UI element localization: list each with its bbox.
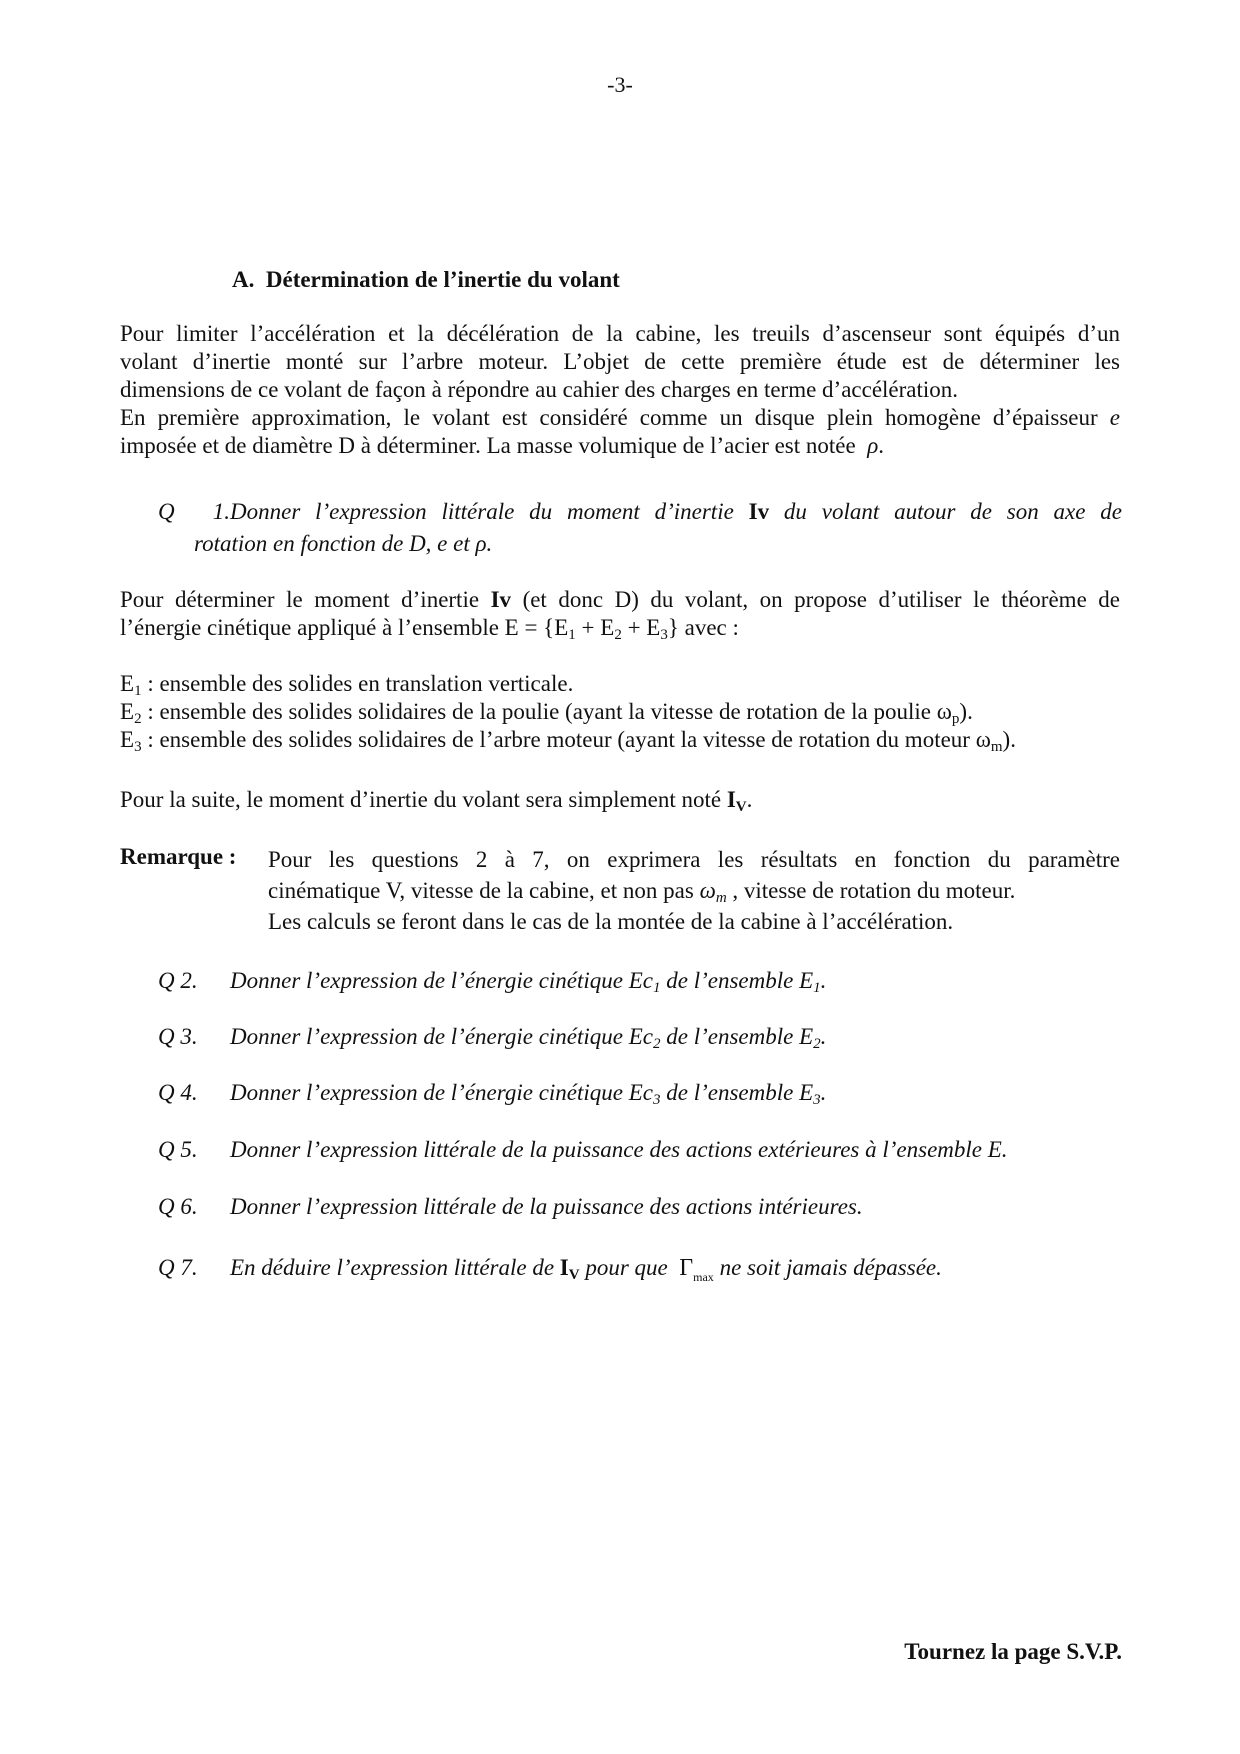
intro-line-4 xyxy=(120,404,1120,432)
density-symbol: ρ xyxy=(867,433,879,458)
remark-line-2 xyxy=(268,875,1120,906)
theorem-iv: Iv xyxy=(490,587,512,612)
page-number: -3- xyxy=(607,72,633,97)
section-letter: A. xyxy=(232,267,255,292)
q2-mid: de l’ensemble E xyxy=(660,968,814,993)
q2-end: . xyxy=(820,968,827,993)
theorem-end: } avec : xyxy=(667,615,739,640)
intro-line-3: dimensions de ce volant de façon à répondre au cahier des charges en terme d’accélération. xyxy=(120,377,959,402)
q5-text: Donner l’expression littérale de la puissance des actions extérieures à l’ensemble E. xyxy=(230,1137,1008,1162)
note-iv-sub: V xyxy=(735,799,747,815)
remark-body xyxy=(268,844,1120,937)
question-3 xyxy=(158,1021,1122,1053)
theorem-sub-1: 1 xyxy=(568,627,576,643)
q7-iv: I xyxy=(559,1255,569,1280)
q3-sub-1: 2 xyxy=(653,1036,661,1052)
set-e2 xyxy=(120,698,1120,726)
intro-line-2: volant d’inertie monté sur l’arbre moteur. L’objet de cette première étude est de déterminer les xyxy=(120,349,1120,374)
q4-sub-2: 3 xyxy=(813,1092,821,1108)
q3-sub-2: 2 xyxy=(813,1036,821,1052)
q1-number: Q 1. xyxy=(158,499,230,524)
omega-symbol: ω xyxy=(699,878,716,903)
q4-mid: de l’ensemble E xyxy=(660,1080,814,1105)
q4-end: . xyxy=(820,1080,827,1105)
q3-text: Donner l’expression de l’énergie cinétique Ec xyxy=(230,1024,654,1049)
set-e3-sub: 3 xyxy=(134,739,142,755)
theorem-line-2 xyxy=(120,614,1120,642)
q7-text: En déduire l’expression littérale de xyxy=(230,1255,560,1280)
remark-line-1: Pour les questions 2 à 7, on exprimera les résultats en fonction du paramètre xyxy=(268,847,1120,872)
q4-number: Q 4. xyxy=(158,1080,198,1105)
question-4 xyxy=(158,1077,1122,1109)
q6-number: Q 6. xyxy=(158,1194,198,1219)
q7-end: ne soit jamais dépassée. xyxy=(713,1255,942,1280)
theorem-text-1: Pour déterminer le moment d’inertie xyxy=(120,587,480,612)
note-iv-i: I xyxy=(726,787,736,812)
theorem-sub-2: 2 xyxy=(614,627,622,643)
set-e2-end: ). xyxy=(959,699,973,724)
q5-number: Q 5. xyxy=(158,1137,198,1162)
q7-iv-sub: V xyxy=(568,1267,580,1283)
set-e3-label: E xyxy=(120,727,135,752)
q2-number: Q 2. xyxy=(158,968,198,993)
question-5 xyxy=(158,1134,1122,1166)
theorem-plus-1: + E xyxy=(575,615,615,640)
question-7 xyxy=(158,1252,1122,1293)
q1-line-1 xyxy=(158,496,1122,528)
section-title-text: Détermination de l’inertie du volant xyxy=(265,267,620,292)
q7-mid: pour que xyxy=(579,1255,674,1280)
note-iv-text: Pour la suite, le moment d’inertie du volant sera simplement noté xyxy=(120,787,727,812)
set-e1 xyxy=(120,670,1120,698)
set-e1-sub: 1 xyxy=(134,683,142,699)
omega-m-sub: m xyxy=(990,739,1003,755)
q3-number: Q 3. xyxy=(158,1024,198,1049)
q1-text-2: du volant autour de son axe de xyxy=(783,499,1122,524)
set-e3 xyxy=(120,726,1120,754)
q6-text: Donner l’expression littérale de la puissance des actions intérieures. xyxy=(230,1194,863,1219)
set-e2-text: : ensemble des solides solidaires de la poulie (ayant la vitesse de rotation de la poulie ω xyxy=(141,699,952,724)
thickness-symbol: e xyxy=(1109,405,1121,430)
theorem-set-start: l’énergie cinétique appliqué à l’ensemble E = {E xyxy=(120,615,569,640)
q2-text: Donner l’expression de l’énergie cinétique Ec xyxy=(230,968,654,993)
q1-line-2: rotation en fonction de D, e et ρ. xyxy=(194,531,493,556)
remark-line-2-text: cinématique V, vitesse de la cabine, et non pas xyxy=(268,878,700,903)
question-2 xyxy=(158,965,1122,997)
intro-line-5-end: . xyxy=(878,433,885,458)
theorem-plus-2: + E xyxy=(621,615,661,640)
intro-line-5 xyxy=(120,432,1120,460)
set-e2-label: E xyxy=(120,699,135,724)
set-e1-text: : ensemble des solides en translation verticale. xyxy=(141,671,574,696)
footer-turn-page: Tournez la page S.V.P. xyxy=(904,1639,1122,1664)
q2-sub-2: 1 xyxy=(813,980,821,996)
note-iv xyxy=(120,786,1120,814)
gamma-symbol: Γ xyxy=(679,1255,694,1281)
omega-m-remark-sub: m xyxy=(715,890,727,906)
remark-line-3: Les calculs se feront dans le cas de la montée de la cabine à l’accélération. xyxy=(268,909,954,934)
set-e1-label: E xyxy=(120,671,135,696)
set-e3-text: : ensemble des solides solidaires de l’arbre moteur (ayant la vitesse de rotation du moteur ω xyxy=(141,727,991,752)
q3-end: . xyxy=(820,1024,827,1049)
q3-mid: de l’ensemble E xyxy=(660,1024,814,1049)
q4-text: Donner l’expression de l’énergie cinétique Ec xyxy=(230,1080,654,1105)
omega-p-sub: p xyxy=(951,711,960,727)
q1-iv: Iv xyxy=(748,499,770,524)
question-1 xyxy=(158,496,1122,560)
note-iv-end: . xyxy=(746,787,753,812)
intro-line-5-text: imposée et de diamètre D à déterminer. La masse volumique de l’acier est notée xyxy=(120,433,856,458)
question-6 xyxy=(158,1191,1122,1223)
remark-label: Remarque : xyxy=(120,844,237,869)
section-title xyxy=(232,267,620,293)
set-e2-sub: 2 xyxy=(134,711,142,727)
theorem-line-1 xyxy=(120,586,1120,614)
sets-list xyxy=(120,670,1120,754)
set-e3-end: ). xyxy=(1002,727,1016,752)
theorem-paragraph xyxy=(120,586,1120,642)
q1-text-1: Donner l’expression littérale du moment d’inertie xyxy=(230,499,734,524)
gamma-max-sub: max xyxy=(693,1270,714,1284)
intro-line-4-text: En première approximation, le volant est considéré comme un disque plein homogène d’épaisseur xyxy=(120,405,1098,430)
theorem-text-2: (et donc D) du volant, on propose d’utiliser le théorème de xyxy=(522,587,1121,612)
q4-sub-1: 3 xyxy=(653,1092,661,1108)
remark-line-2-end: , vitesse de rotation du moteur. xyxy=(726,878,1016,903)
intro-paragraph xyxy=(120,320,1120,460)
q7-number: Q 7. xyxy=(158,1255,198,1280)
theorem-sub-3: 3 xyxy=(660,627,668,643)
q2-sub-1: 1 xyxy=(653,980,661,996)
intro-line-1: Pour limiter l’accélération et la décélération de la cabine, les treuils d’ascenseur sont équipés d’un xyxy=(120,321,1120,346)
